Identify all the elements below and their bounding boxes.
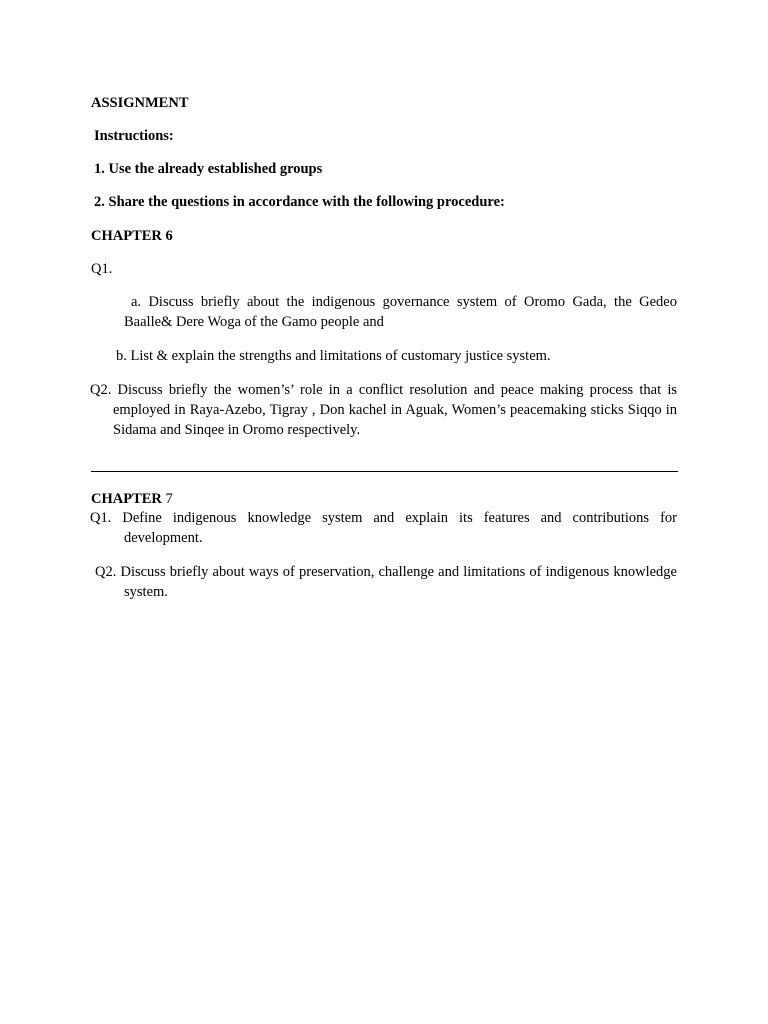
chapter-6-q2: Q2. Discuss briefly the women’s’ role in a conflict resolution and peace making process that is employed in Raya-Azebo, Tigray , Don kachel in Aguak, Women’s peacemaking sticks Siqqo in Sidama and Sinqee in Oromo respectively.: [90, 382, 677, 438]
chapter-6-q1b: b. List & explain the strengths and limitations of customary justice system.: [116, 348, 551, 364]
instruction-1: 1. Use the already established groups: [94, 161, 323, 177]
section-separator: [91, 471, 678, 472]
chapter-6-number: 6: [165, 228, 173, 244]
chapter-6-q1-label: Q1.: [91, 261, 113, 277]
instruction-2: 2. Share the questions in accordance with the following procedure:: [94, 194, 505, 210]
chapter-7-heading: [91, 489, 677, 509]
chapter-7-q1: Q1. Define indigenous knowledge system and explain its features and contributions for development.: [90, 510, 677, 546]
document-title: ASSIGNMENT: [91, 95, 189, 111]
chapter-6-heading: [91, 226, 677, 246]
chapter-7-number: 7: [165, 491, 173, 507]
chapter-7-label: CHAPTER: [91, 491, 162, 507]
chapter-6-q1a: a. Discuss briefly about the indigenous governance system of Oromo Gada, the Gedeo Baalle& Dere Woga of the Gamo people and: [124, 294, 677, 330]
instructions-label: Instructions:: [94, 128, 174, 144]
chapter-7-q2: Q2. Discuss briefly about ways of preservation, challenge and limitations of indigenous knowledge system.: [95, 564, 677, 600]
chapter-6-label: CHAPTER: [91, 228, 162, 244]
